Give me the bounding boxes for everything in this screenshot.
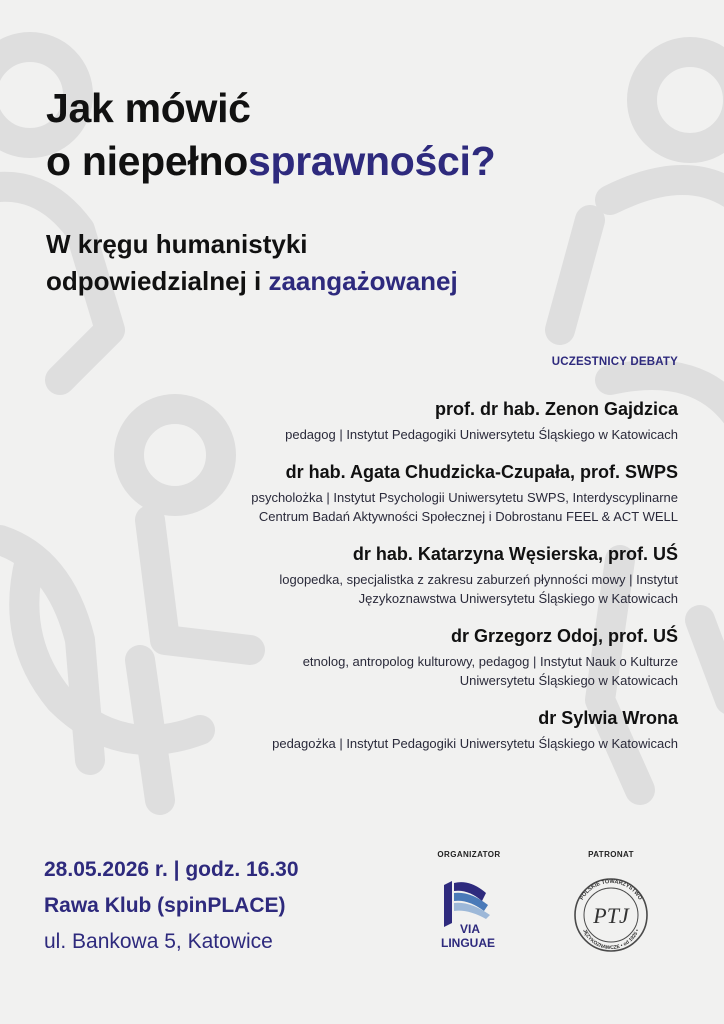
- participant-description: [78, 425, 678, 444]
- participants-list: [78, 396, 678, 768]
- ptj-logo: [566, 871, 656, 964]
- ptj-ring-bottom: JĘZYKOZNAWCZE • od 1925 •: [581, 928, 641, 952]
- participant-1: [78, 396, 678, 444]
- participant-4: [78, 623, 678, 690]
- via-linguae-logo-word-1: VIA: [459, 922, 481, 936]
- title-line-2-prefix: o niepełno: [46, 138, 249, 184]
- participant-name: prof. dr hab. Zenon Gajdzica: [434, 399, 678, 419]
- participant-description: [78, 652, 678, 690]
- ptj-logo-text: PTJ: [593, 903, 629, 928]
- participant-description-line: pedagożka | Instytut Pedagogiki Uniwersytetu Śląskiego w Katowicach: [272, 736, 678, 751]
- participant-name: dr Grzegorz Odoj, prof. UŚ: [450, 626, 678, 646]
- event-address: ul. Bankowa 5, Katowice: [44, 930, 273, 953]
- participant-2: [78, 459, 678, 526]
- participant-description-line: psycholożka | Instytut Psychologii Uniwersytetu SWPS, Interdyscyplinarne: [251, 490, 678, 505]
- participant-description: [78, 570, 678, 608]
- patron-label: PATRONAT: [588, 850, 634, 859]
- participant-description-line: Centrum Badań Aktywności Społecznej i Dobrostanu FEEL & ACT WELL: [258, 509, 678, 524]
- event-venue: Rawa Klub (spinPLACE): [44, 894, 286, 917]
- subtitle-line-2-prefix: odpowiedzialnej i: [46, 266, 269, 296]
- page-title: [46, 82, 686, 188]
- title-line-1: Jak mówić: [46, 85, 251, 131]
- event-details: [44, 852, 299, 960]
- participants-label: UCZESTNICY DEBATY: [551, 356, 678, 368]
- participant-name: dr hab. Katarzyna Węsierska, prof. UŚ: [352, 544, 678, 564]
- svg-text:POLSKIE TOWARZYSTWO: [579, 879, 643, 902]
- participant-description: [78, 734, 678, 753]
- participant-description-line: logopedka, specjalistka z zakresu zaburzeń płynności mowy | Instytut: [279, 572, 678, 587]
- title-line-2-accent: sprawności?: [248, 138, 496, 184]
- book-icon: [434, 877, 504, 955]
- participant-description-line: pedagog | Instytut Pedagogiki Uniwersytetu Śląskiego w Katowicach: [285, 427, 678, 442]
- via-linguae-logo: [424, 877, 514, 960]
- participant-name: dr hab. Agata Chudzicka-Czupała, prof. SWPS: [285, 462, 678, 482]
- participant-description-line: Uniwersytetu Śląskiego w Katowicach: [459, 673, 678, 688]
- participant-description-line: Językoznawstwa Uniwersytetu Śląskiego w Katowicach: [358, 591, 678, 606]
- event-datetime: 28.05.2026 r. | godz. 16.30: [44, 858, 299, 881]
- participant-3: [78, 541, 678, 608]
- participant-name: dr Sylwia Wrona: [538, 708, 678, 728]
- via-linguae-logo-word-2: LINGUAE: [441, 936, 495, 950]
- patron-block: [566, 850, 656, 964]
- ptj-seal-icon: [567, 871, 655, 959]
- page-subtitle: [46, 226, 686, 300]
- ptj-ring-top: POLSKIE TOWARZYSTWO: [579, 878, 643, 902]
- participant-description-line: etnolog, antropolog kulturowy, pedagog | Instytut Nauk o Kulturze: [302, 654, 678, 669]
- participant-description: [78, 488, 678, 526]
- subtitle-line-1: W kręgu humanistyki: [46, 229, 308, 259]
- participant-5: [78, 705, 678, 753]
- organizer-block: [424, 850, 514, 960]
- organizer-label: ORGANIZATOR: [437, 850, 501, 859]
- subtitle-line-2-accent: zaangażowanej: [268, 266, 458, 296]
